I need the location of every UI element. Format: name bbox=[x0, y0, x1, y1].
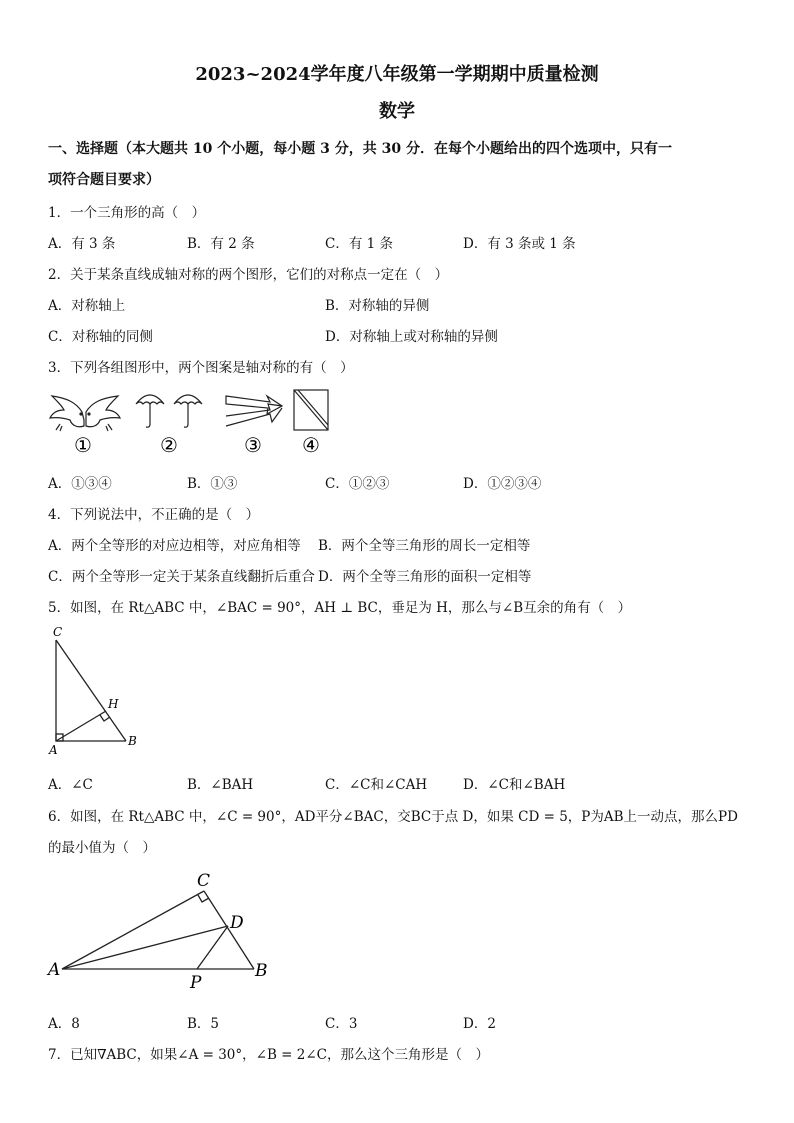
q5-triangle-figure bbox=[46, 620, 156, 760]
q3-figures bbox=[46, 384, 346, 459]
q5-option-d: D．∠C和∠BAH bbox=[463, 777, 566, 793]
q4-option-c: C．两个全等形一定关于某条直线翻折后重合 bbox=[48, 569, 315, 585]
q6-label-p: P bbox=[190, 973, 202, 993]
section-heading-line1: 一、选择题（本大题共 10 个小题，每小题 3 分，共 30 分．在每个小题给出的四个选项中，只有一 bbox=[48, 141, 672, 157]
q5-label-h: H bbox=[108, 697, 119, 711]
dove-pair-figure bbox=[50, 396, 120, 431]
q1-option-c: C．有 1 条 bbox=[325, 236, 394, 252]
arrow-pair-figure bbox=[226, 396, 282, 426]
question-5-stem: 5．如图，在 Rt△ABC 中，∠BAC = 90°，AH ⊥ BC，垂足为 H，那么与∠B互余的角有（ ） bbox=[48, 600, 632, 616]
umbrella-pair-figure bbox=[136, 395, 202, 427]
question-6-stem-line2: 的最小值为（ ） bbox=[48, 840, 156, 856]
q2-option-c: C．对称轴的同侧 bbox=[48, 329, 153, 345]
exam-title: 2023~2024学年度八年级第一学期期中质量检测 bbox=[195, 64, 599, 85]
figure-label-2: ② bbox=[160, 433, 178, 457]
subject-title: 数学 bbox=[379, 101, 415, 122]
q6-option-b: B．5 bbox=[187, 1016, 220, 1032]
q5-option-c: C．∠C和∠CAH bbox=[325, 777, 428, 793]
q4-option-d: D．两个全等三角形的面积一定相等 bbox=[318, 569, 532, 585]
q1-option-b: B．有 2 条 bbox=[187, 236, 255, 252]
figure-label-3: ③ bbox=[244, 433, 262, 457]
figure-label-1: ① bbox=[74, 433, 92, 457]
q4-option-a: A．两个全等形的对应边相等，对应角相等 bbox=[48, 538, 301, 554]
q3-option-a: A．①③④ bbox=[48, 476, 112, 492]
q5-label-a: A bbox=[49, 743, 58, 757]
question-3-stem: 3．下列各组图形中，两个图案是轴对称的有（ ） bbox=[48, 360, 354, 376]
q5-option-a: A．∠C bbox=[48, 777, 93, 793]
q3-option-d: D．①②③④ bbox=[463, 476, 542, 492]
q3-option-b: B．①③ bbox=[187, 476, 238, 492]
q6-label-d: D bbox=[230, 913, 244, 933]
section-heading-line2: 项符合题目要求） bbox=[48, 172, 160, 188]
q2-option-a: A．对称轴上 bbox=[48, 298, 126, 314]
q2-option-d: D．对称轴上或对称轴的异侧 bbox=[325, 329, 498, 345]
figure-label-4: ④ bbox=[302, 433, 320, 457]
q6-option-c: C．3 bbox=[325, 1016, 358, 1032]
question-1-stem: 1．一个三角形的高（ ） bbox=[48, 205, 206, 221]
q2-option-b: B．对称轴的异侧 bbox=[325, 298, 430, 314]
question-2-stem: 2．关于某条直线成轴对称的两个图形，它们的对称点一定在（ ） bbox=[48, 267, 449, 283]
q6-option-a: A．8 bbox=[48, 1016, 80, 1032]
q4-option-b: B．两个全等三角形的周长一定相等 bbox=[318, 538, 531, 554]
q1-option-a: A．有 3 条 bbox=[48, 236, 116, 252]
question-4-stem: 4．下列说法中，不正确的是（ ） bbox=[48, 507, 260, 523]
q6-option-d: D．2 bbox=[463, 1016, 496, 1032]
q5-option-b: B．∠BAH bbox=[187, 777, 254, 793]
q6-label-c: C bbox=[197, 871, 211, 891]
q5-label-c: C bbox=[53, 625, 63, 639]
q6-label-a: A bbox=[48, 960, 61, 980]
q5-label-b: B bbox=[128, 734, 137, 748]
square-diagonal-figure bbox=[294, 390, 328, 430]
q6-triangle-figure bbox=[44, 866, 284, 996]
q1-option-d: D．有 3 条或 1 条 bbox=[463, 236, 576, 252]
question-7-stem: 7．已知∇ABC，如果∠A = 30°，∠B = 2∠C，那么这个三角形是（ ） bbox=[48, 1047, 490, 1063]
question-6-stem-line1: 6．如图，在 Rt△ABC 中，∠C = 90°，AD平分∠BAC，交BC于点 D，如果 CD = 5，P为AB上一动点，那么PD bbox=[48, 809, 738, 825]
q6-label-b: B bbox=[255, 961, 268, 981]
q3-option-c: C．①②③ bbox=[325, 476, 390, 492]
